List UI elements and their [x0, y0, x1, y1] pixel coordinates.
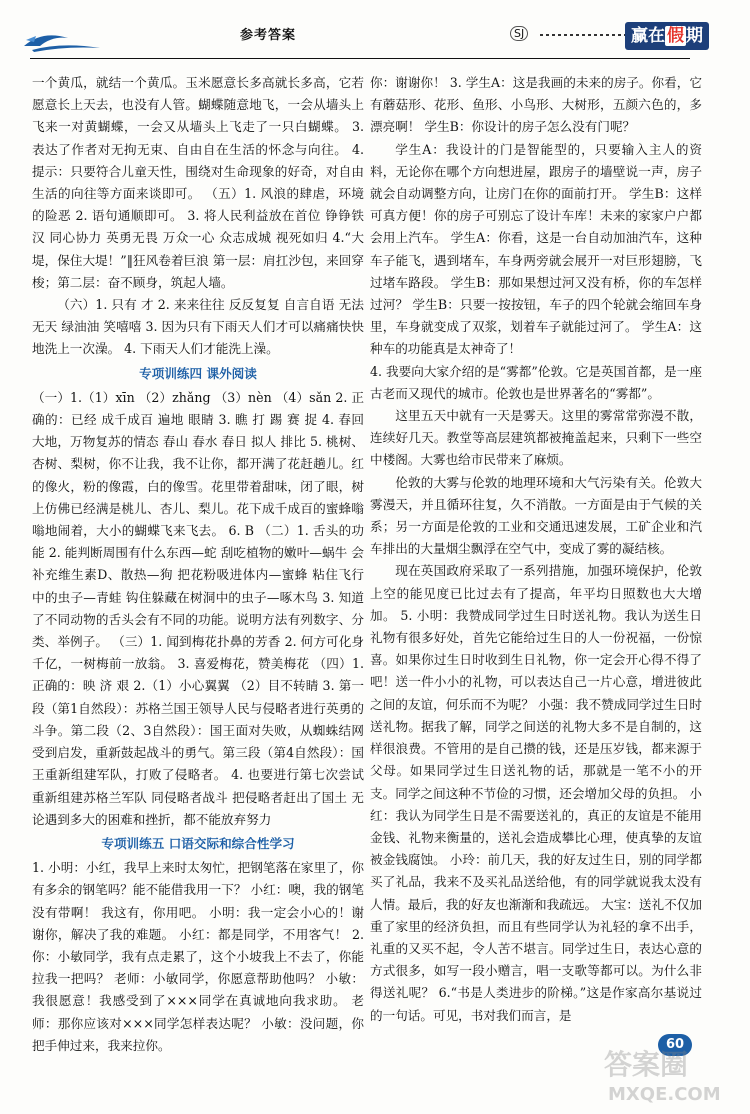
page-header — [0, 0, 750, 60]
page-number: 60 — [658, 1034, 692, 1056]
brand-name — [625, 22, 709, 50]
answer-paragraph: 4. 我要向大家介绍的是“雾都”伦敦。它是英国首都，是一座古老而又现代的城市。伦敦也是世界著名的“雾都”。 — [370, 363, 702, 401]
answer-paragraph: （一）1.（1）xīn （2）zhǎng （3）nèn （4）sǎn 2. 正确的：已经 成千成百 遍地 眼睛 3. 瞧 打 踢 赛 捉 4. 春回大地，万物复苏的情态 春山 春水 春日 拟人 排比 5. 桃树、杏树、梨树，你不让我，我不让你，都开满了花赶趟儿。红的像火，粉的像霞，白的像雪。花里带着甜味，闭了眼，树上仿佛已经满是桃儿、杏儿、梨儿。花下成千成百的蜜蜂嗡嗡地闹着，大小的蝴蝶飞来飞去。 6. B （二）1. 舌头的功能 2. 能判断周围有什么东西—蛇 刮吃植物的嫩叶—蜗牛 会补充维生素D、散热—狗 把花粉吸进体内—蜜蜂 粘住飞行中的虫子—青蛙 钩住躲藏在树洞中的虫子—啄木鸟 3. 知道了不同动物的舌头会有不同的功能。说明方法有列数字、分类、举例子。 （三）1. 闻到梅花扑鼻的芳香 2. 何方可化身千亿，一树梅前一放翁。 3. 喜爱梅花，赞美梅花 （四）1. 正确的：映 济 艰 2.（1）小心翼翼 （2）目不转睛 3. 第一段（第1自然段）：苏格兰国王领导人民与侵略者进行英勇的斗争。第二段（2、3自然段）：国王面对失败，从蜘蛛结网受到启发，重新鼓起战斗的勇气。第三段（第4自然段）：国王重新组建军队，打败了侵略者。 4. 也要进行第七次尝试 重新组建苏格兰军队 同侵略者战斗 把侵略者赶出了国土 无论遇到多大的困难和挫折，都不能放弃努力 — [32, 389, 364, 827]
brand-suffix: 期 — [686, 26, 703, 46]
answer-paragraph: 学生A：我设计的门是智能型的，只要输入主人的资料，无论你在哪个方向想进屋，跟房子的墙壁说一声，房子就会自动调整方向，让房门在你的面前打开。 学生B：这样可真方便！你的房子可别忘了设计车库！未来的家家户户都会用上汽车。 学生A：你看，这是一台自动加油汽车，这种车子能飞，遇到堵车，车身两旁就会展开一对巨形翅膀，飞过堵车路段。 学生B：那如果想过河又没有桥，你的车怎样过河？ 学生B：只要一按按钮，车子的四个轮就会缩回车身里，车身就变成了双浆，划着车子就能过河了。 学生A：这种车的功能真是太神奇了！ — [370, 141, 702, 357]
left-column — [32, 72, 364, 1057]
answer-paragraph: 1. 小明：小红，我早上来时太匆忙，把钢笔落在家里了，你有多余的钢笔吗？能不能借我用一下？ 小红：噢，我的钢笔没有带啊！ 我这有，你用吧。 小明：我一定会小心的！谢谢你，解决了我的难题。 小红：都是同学，不用客气！ 2. 你：小敏同学，我有点走累了，这个小坡我上不去了，你能拉我一把吗？ 老师：小敏同学，你愿意帮助他吗？ 小敏：我很愿意！我感受到了×××同学在真诚地向我求助。 老师：那你应该对×××同学怎样表达呢？ 小敏：没问题，你把手伸过来，我来拉你。 — [32, 860, 364, 1053]
right-column — [370, 72, 702, 1027]
answer-paragraph: 现在英国政府采取了一系列措施，加强环境保护，伦敦上空的能见度已比过去有了提高，年平均日照数也大大增加。 5. 小明：我赞成同学过生日时送礼物。我认为送生日礼物有很多好处，首先它能给过生日的人一份祝福，一份惊喜。如果你过生日时收到生日礼物，你一定会开心得不得了吧！送一件小小的礼物，可以表达自己一片心意，增进彼此之间的友谊，何乐而不为呢？ 小强：我不赞成同学过生日时送礼物。据我了解，同学之间送的礼物大多不是自制的，这样很浪费。不管用的是自己攒的钱，还是压岁钱，都来源于父母。如果同学过生日送礼物的话，那就是一笔不小的开支。同学之间这种不节俭的习惯，还会增加父母的负担。 小红：我认为同学生日是不需要送礼的，真正的友谊是不能用金钱、礼物来衡量的，送礼会造成攀比心理，使真挚的友谊被金钱腐蚀。 小玲：前几天，我的好友过生日，别的同学都买了礼品，我来不及买礼品送给他，有的同学就说我太没有人情。最后，我的好友也渐渐和我疏远。 大宝：送礼不仅加重了家里的经济负担，而且有些同学认为礼轻的拿不出手，礼重的又买不起，令人苦不堪言。同学过生日，表达心意的方式很多，如写一段小赠言，唱一支歌等都可以。为什么非得送礼呢？ 6.“书是人类进步的阶梯。”这是作家高尔基说过的一句话。可见，书对我们而言，是 — [370, 563, 702, 1023]
dotted-divider — [540, 34, 625, 36]
section-title-speaking: 专项训练五 口语交际和综合性学习 — [101, 835, 295, 851]
answer-paragraph: 伦敦的大雾与伦敦的地理环境和大气污染有关。伦敦大雾漫天，并且循环往复，久不消散。一方面是由于气候的关系；另一方面是伦敦的工业和交通迅速发展，工矿企业和汽车排出的大量烟尘飘浮在空气中，变成了雾的凝结核。 — [370, 474, 702, 557]
section-title-reading: 专项训练四 课外阅读 — [139, 365, 257, 381]
edition-badge: SJ — [510, 26, 528, 41]
swoosh-logo-icon — [22, 26, 102, 54]
answer-paragraph: （六）1. 只有 才 2. 来来往往 反反复复 自言自语 无法无天 绿油油 笑嘻嘻 3. 因为只有下雨天人们才可以痛痛快快地洗上一次澡。 4. 下雨天人们才能洗上澡。 — [32, 297, 364, 357]
answer-paragraph: 你：谢谢你！ 3. 学生A：这是我画的未来的房子。你看，它有蘑菇形、花形、鱼形、小鸟形、大树形，五颜六色的，多漂亮啊！ 学生B：你设计的房子怎么没有门呢？ — [370, 75, 702, 135]
watermark-logo-icon — [596, 1042, 736, 1108]
brand-logo — [510, 16, 710, 56]
header-title: 参考答案 — [240, 28, 297, 43]
watermark-url: MXQE.COM — [608, 1084, 721, 1105]
brand-highlight: 假 — [667, 26, 684, 46]
answer-paragraph: 一个黄瓜，就结一个黄瓜。玉米愿意长多高就长多高，它若愿意长上天去，也没有人管。蝴蝶随意地飞，一会从墙头上飞来一对黄蝴蝶，一会又从墙头上飞走了一只白蝴蝶。 3. 表达了作者对无拘无束、自由自在生活的怀念与向往。 4. 提示：只要符合儿童天性，围绕对生命现象的好奇，对自由生活的向往等方面来谈即可。 （五）1. 风浪的肆虐，环境的险恶 2. 语句通顺即可。 3. 将人民利益放在首位 铮铮铁汉 同心协力 英勇无畏 万众一心 众志成城 视死如归 4.“大堤，保住大堤！”‖狂风卷着巨浪 第一层：肩扛沙包，来回穿梭；第二层：奋不顾身，筑起人墙。 — [32, 75, 364, 290]
brand-prefix: 赢在 — [631, 26, 665, 46]
header-divider — [30, 58, 690, 59]
watermark-text: 答案圈 — [604, 1048, 689, 1081]
answer-paragraph: 这里五天中就有一天是雾天。这里的雾常常弥漫不散，连续好几天。教堂等高层建筑都被掩盖起来，只剩下一些空中楼阁。大雾也给市民带来了麻烦。 — [370, 408, 702, 468]
